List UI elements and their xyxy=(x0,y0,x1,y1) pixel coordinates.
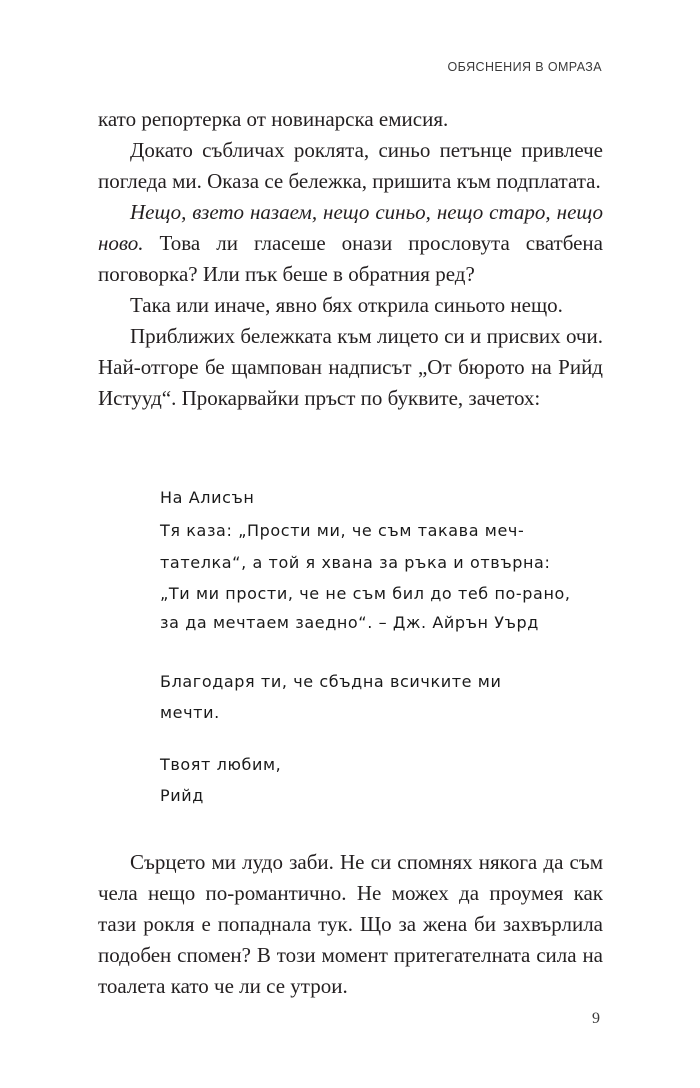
note-greeting: На Алисън xyxy=(160,488,255,507)
note-quote-line-2: тателка“, а той я хвана за ръка и отвърна: xyxy=(160,553,551,572)
running-header: ОБЯСНЕНИЯ В ОМРАЗА xyxy=(447,60,602,74)
paragraph-heart: Сърцето ми лудо заби. Не си спомнях някога да съм чела нещо по-романтично. Не можех да проумея как тази рокля е попаднала тук. Що за жена би захвърлила подобен спомен? В този момент притегателната сила на тоалета като че ли се утрои. xyxy=(98,850,603,998)
paragraph-continuation: като репортерка от новинарска емисия. xyxy=(98,107,449,131)
body-text-bottom xyxy=(98,847,603,1002)
paragraph-note-intro: Приближих бележката към лицето си и присвих очи. Най-отгоре бе щампован надписът „От бюрото на Рийд Истууд“. Прокарвайки пръст по буквите, зачетох: xyxy=(98,324,603,410)
note-thanks-line-1: Благодаря ти, че сбъдна всичките ми xyxy=(160,672,502,691)
body-text-top xyxy=(98,104,603,414)
page-number: 9 xyxy=(592,1010,600,1027)
note-quote-line-3: „Ти ми прости, че не съм бил до теб по-рано, xyxy=(160,584,571,603)
note-signature: Рийд xyxy=(160,786,204,805)
note-quote-line-4: за да мечтаем заедно“. – Дж. Айрън Уърд xyxy=(160,613,539,632)
proverb-italic: Нещо, взето назаем, нещо синьо, нещо старо, нещо ново. xyxy=(98,200,603,255)
paragraph-proverb xyxy=(98,197,603,290)
note-closing: Твоят любим, xyxy=(160,755,282,774)
note-quote-line-1: Тя каза: „Прости ми, че съм такава меч- xyxy=(160,521,525,540)
paragraph-blue-thing: Така или иначе, явно бях открила синьото нещо. xyxy=(130,293,563,317)
note-thanks-line-2: мечти. xyxy=(160,703,220,722)
proverb-rest: Това ли гласеше онази прословута сватбена поговорка? Или пък беше в обратния ред? xyxy=(98,231,603,286)
paragraph-blue-spot: Докато събличах роклята, синьо петънце привлече погледа ми. Оказа се бележка, пришита към подплатата. xyxy=(98,138,603,193)
